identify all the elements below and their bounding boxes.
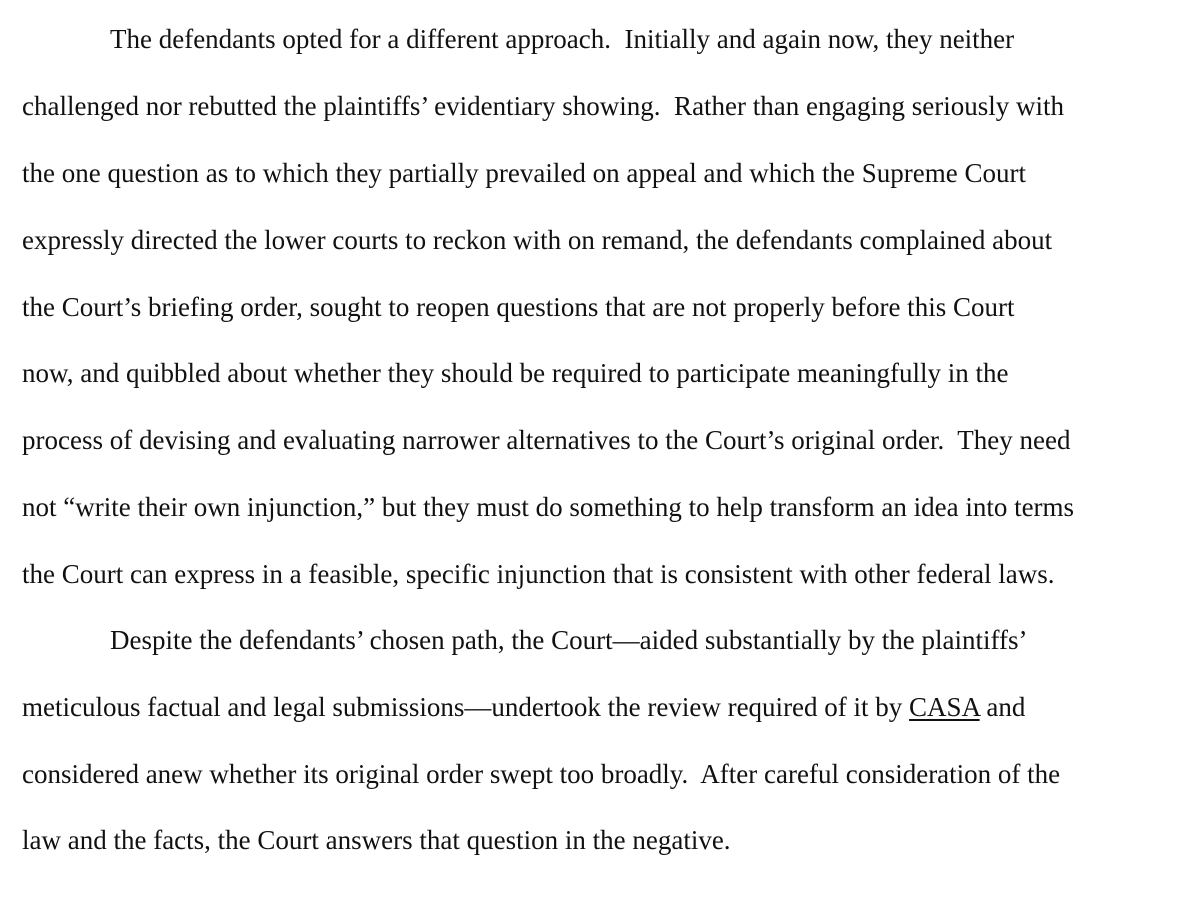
- paragraph-1-line-4: expressly directed the lower courts to reckon with on remand, the defendants complained about: [22, 225, 1053, 255]
- paragraph-1-line-5: the Court’s briefing order, sought to reopen questions that are not properly before this Court: [22, 292, 1015, 322]
- paragraph-2-line-4: law and the facts, the Court answers that question in the negative.: [22, 825, 731, 855]
- paragraph-1-line-3: the one question as to which they partially prevailed on appeal and which the Supreme Court: [22, 158, 1026, 188]
- paragraph-1-line-7: process of devising and evaluating narrower alternatives to the Court’s original order. They need: [22, 425, 1071, 455]
- paragraph-1-line-2: challenged nor rebutted the plaintiffs’ evidentiary showing. Rather than engaging seriously with: [22, 91, 1064, 121]
- paragraph-1-line-1: The defendants opted for a different approach. Initially and again now, they neither: [110, 24, 1015, 54]
- paragraph-2-line-2-text-before: meticulous factual and legal submissions—undertook the review required of it by: [22, 692, 910, 722]
- paragraph-2-line-2-text-after: and: [979, 692, 1026, 722]
- paragraph-1-line-9: the Court can express in a feasible, specific injunction that is consistent with other federal laws.: [22, 559, 1055, 589]
- paragraph-1-line-8: not “write their own injunction,” but they must do something to help transform an idea into terms: [22, 492, 1075, 522]
- paragraph-2-line-2: [22, 689, 1025, 725]
- paragraph-2-line-1: Despite the defendants’ chosen path, the Court—aided substantially by the plaintiffs’: [110, 625, 1028, 655]
- paragraph-1-line-6: now, and quibbled about whether they should be required to participate meaningfully in the: [22, 358, 1009, 388]
- paragraph-2-line-3: considered anew whether its original order swept too broadly. After careful consideration of the: [22, 759, 1061, 789]
- case-citation-casa: CASA: [909, 692, 980, 722]
